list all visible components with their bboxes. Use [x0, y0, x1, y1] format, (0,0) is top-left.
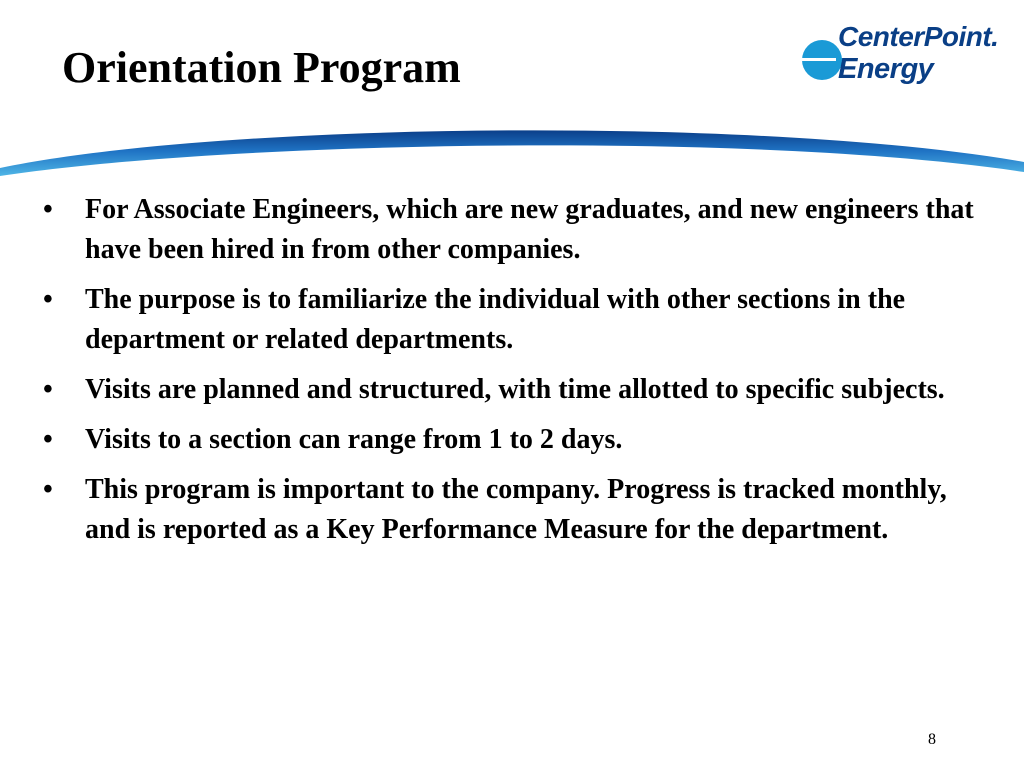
bullet-item [40, 420, 980, 460]
bullet-text: This program is important to the company. Progress is tracked monthly, and is reported as a Key Performance Measure for the department. [85, 474, 947, 545]
bullet-item [40, 470, 980, 550]
page-number: 8 [928, 731, 936, 748]
bullet-marker: • [43, 424, 53, 455]
bullet-text: Visits are planned and structured, with time allotted to specific subjects. [85, 374, 945, 405]
bullet-text: For Associate Engineers, which are new graduates, and new engineers that have been hired in from other companies. [85, 194, 974, 265]
bullet-marker: • [43, 284, 53, 315]
bullet-item [40, 190, 980, 270]
bullet-marker: • [43, 474, 53, 505]
bullet-marker: • [43, 374, 53, 405]
bullet-text: Visits to a section can range from 1 to 2 days. [85, 424, 623, 455]
company-logo [792, 20, 999, 92]
bullet-text: The purpose is to familiarize the individual with other sections in the department or related departments. [85, 284, 906, 355]
bullet-marker: • [43, 194, 53, 225]
header-swoosh-divider [0, 112, 1024, 184]
bullet-item [40, 370, 980, 410]
bullet-list [40, 190, 980, 560]
slide-title: Orientation Program [62, 43, 461, 92]
logo-wordmark-line2: Energy [838, 53, 934, 85]
logo-wordmark-line1: CenterPoint. [838, 21, 999, 52]
bullet-item [40, 280, 980, 360]
